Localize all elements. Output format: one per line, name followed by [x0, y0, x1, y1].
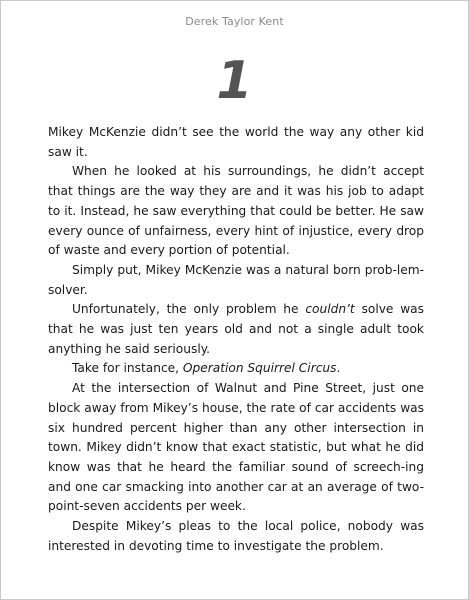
paragraph-text: Mikey McKenzie didn’t see the world the way any other kid saw it. — [48, 125, 424, 159]
chapter-number: 1 — [216, 51, 253, 111]
paragraph-5 — [48, 359, 424, 379]
chapter-body — [48, 123, 424, 556]
paragraph-1 — [48, 123, 424, 162]
paragraph-text: . — [336, 361, 341, 376]
paragraph-text: Despite Mikey’s pleas to the local police, nobody was interested in devoting time to investigate the problem. — [48, 519, 424, 553]
paragraph-3 — [48, 261, 424, 300]
paragraph-text: solve was that he was just ten years old and not a single adult took anything he said seriously. — [48, 302, 425, 356]
paragraph-text: Unfortunately, the only problem he — [72, 302, 306, 317]
paragraph-6 — [48, 379, 424, 517]
paragraph-text: At the intersection of Walnut and Pine Street, just one block away from Mikey’s house, the rate of car accidents was six hundred percent higher than any other intersection in town. Mikey didn’t know that exact statistic, but what he did know was that he heard the familiar sound of screech-ing and one car smacking into another car at an average of two-point-seven accidents per week. — [48, 381, 424, 514]
paragraph-7 — [48, 517, 424, 556]
paragraph-4 — [48, 300, 424, 359]
running-head-author: Derek Taylor Kent — [185, 15, 284, 28]
emphasis-text: Operation Squirrel Circus — [182, 361, 337, 376]
paragraph-text: Take for instance, — [72, 361, 183, 376]
paragraph-2 — [48, 162, 424, 261]
paragraph-text: When he looked at his surroundings, he didn’t accept that things are the way they are and it was his job to adapt to it. Instead, he saw everything that could be better. He saw every ounce of unfairness, every hint of injustice, every drop of waste and every portion of potential. — [48, 164, 424, 258]
emphasis-text: couldn’t — [305, 302, 355, 317]
paragraph-text: Simply put, Mikey McKenzie was a natural born prob-lem-solver. — [48, 262, 424, 297]
